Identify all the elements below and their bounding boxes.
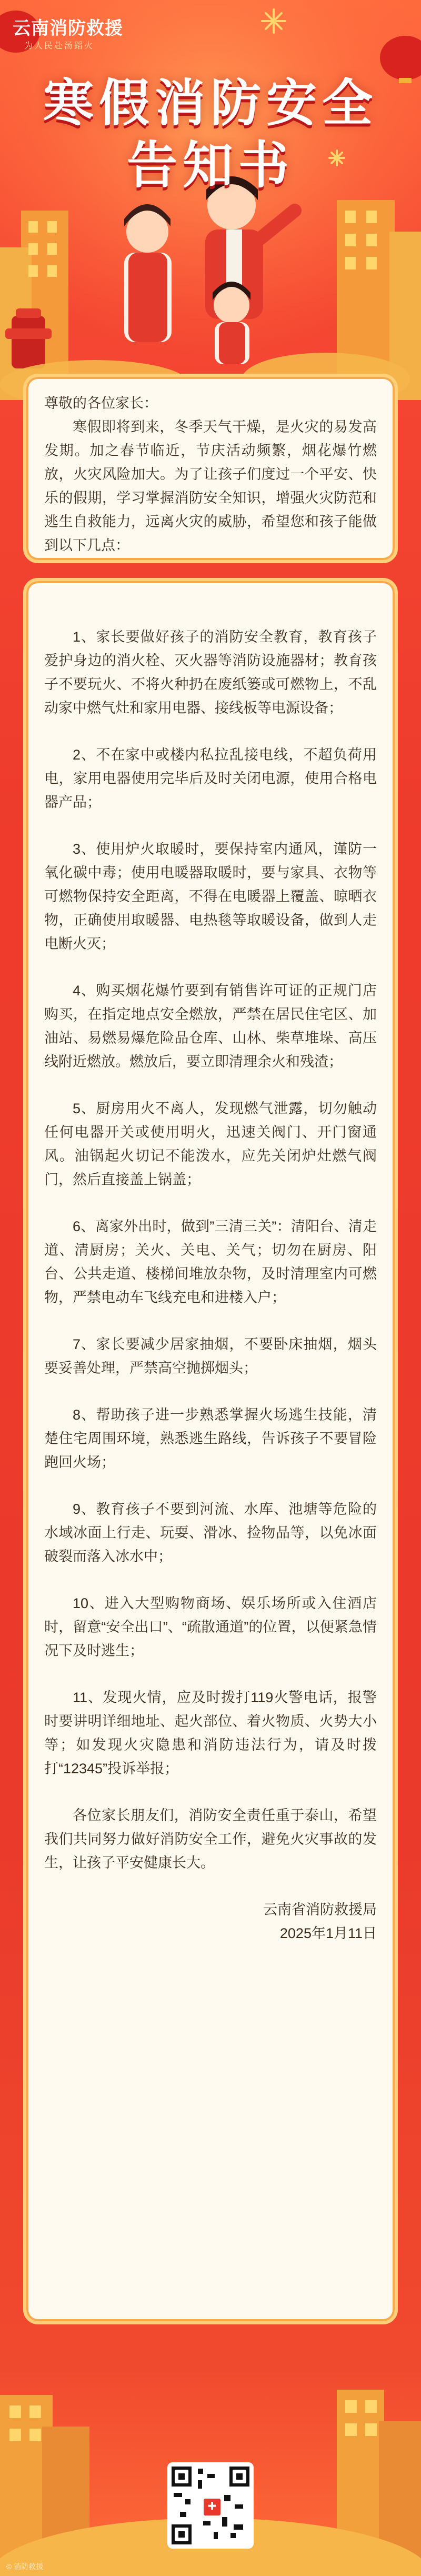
list-item: 7、家长要减少居家抽烟，不要卧床抽烟，烟头要妥善处理，严禁高空抛掷烟头； <box>44 1336 377 1376</box>
page-title-line1: 寒假消防安全 <box>43 75 378 132</box>
list-item: 10、进入大型购物商场、娱乐场所或入住酒店时，留意“安全出口”、“疏散通道”的位置，以便紧急情况下及时逃生； <box>44 1595 377 1659</box>
list-item: 6、离家外出时，做到”三清三关”：清阳台、清走道、清厨房；关火、关电、关气；切勿在厨房、阳台、公共走道、楼梯间堆放杂物，及时清理室内可燃物，严禁电动车飞线充电和进楼入户； <box>44 1219 377 1305</box>
closing-paragraph: 各位家长朋友们，消防安全责任重于泰山，希望我们共同努力做好消防安全工作，避免火灾事故的发生，让孩子平安健康长大。 <box>44 1808 377 1871</box>
header-illustration <box>0 0 421 400</box>
list-item: 1、家长要做好孩子的消防安全教育，教育孩子爱护身边的消火栓、灭火器等消防设施器材；教育孩子不要玩火、不将火种扔在废纸篓或可燃物上，不乱动家中燃气灶和家用电器、接线板等电源设备； <box>44 629 377 716</box>
intro-paragraph: 寒假即将到来，冬季天气干燥，是火灾的易发高发期。加之春节临近，节庆活动频繁，烟花爆竹燃放，火灾风险加大。为了让孩子们度过一个平安、快乐的假期，学习掌握消防安全知识，增强火灾防范和逃生自救能力，远离火灾的威胁，希望您和孩子能做到以下几点： <box>44 419 377 553</box>
list-item: 2、不在家中或楼内私拉乱接电线，不超负荷用电，家用电器使用完毕后及时关闭电源，使用合格电器产品； <box>44 747 377 810</box>
logo <box>13 14 123 56</box>
intro-card <box>23 374 398 563</box>
list-item: 4、购买烟花爆竹要到有销售许可证的正规门店购买，在指定地点安全燃放，严禁在居民住宅区、加油站、易燃易爆危险品仓库、山林、柴草堆垛、高压线附近燃放。燃放后，要立即清理余火和残渣； <box>44 983 377 1070</box>
list-item: 3、使用炉火取暖时，要保持室内通风，谨防一氧化碳中毒；使用电暖器取暖时，要与家具、衣物等可燃物保持安全距离，不得在电暖器上覆盖、晾晒衣物，正确使用取暖器、电热毯等取暖设备，做到人走电断火灭； <box>44 841 377 952</box>
notice-card <box>23 578 398 2324</box>
list-item: 11、发现火情，应及时拨打119火警电话，报警时要讲明详细地址、起火部位、着火物质、火势大小等；如发现火灾隐患和消防违法行为，请及时拨打“12345”投诉举报； <box>44 1690 377 1776</box>
page-title-line2: 告知书 <box>127 137 294 194</box>
logo-slogan: 为人民赴汤蹈火 <box>24 42 95 51</box>
signature-org: 云南省消防救援局 <box>263 1902 377 1918</box>
logo-name: 云南消防救援 <box>13 18 123 38</box>
header-banner <box>0 0 421 400</box>
list-item: 9、教育孩子不要到河流、水库、池塘等危险的水域冰面上行走、玩耍、滑冰、捡物品等，以免冰面破裂而落入冰水中； <box>44 1501 377 1564</box>
signature-date: 2025年1月11日 <box>279 1925 377 1941</box>
greeting: 尊敬的各位家长： <box>44 395 158 411</box>
qr-code-icon[interactable] <box>167 2462 254 2549</box>
watermark: © 消防救援 <box>6 2562 44 2571</box>
list-item: 5、厨房用火不离人，发现燃气泄露，切勿触动任何电器开关或使用明火，迅速关阀门、开门窗通风。油锅起火切记不能泼水，应先关闭炉灶燃气阀门，然后直接盖上锅盖； <box>44 1101 377 1187</box>
qr-center-logo-icon: ✚ <box>202 2497 222 2517</box>
list-item: 8、帮助孩子进一步熟悉掌握火场逃生技能，清楚住宅周围环境，熟悉逃生路线，告诉孩子不要冒险跑回火场； <box>44 1407 377 1470</box>
